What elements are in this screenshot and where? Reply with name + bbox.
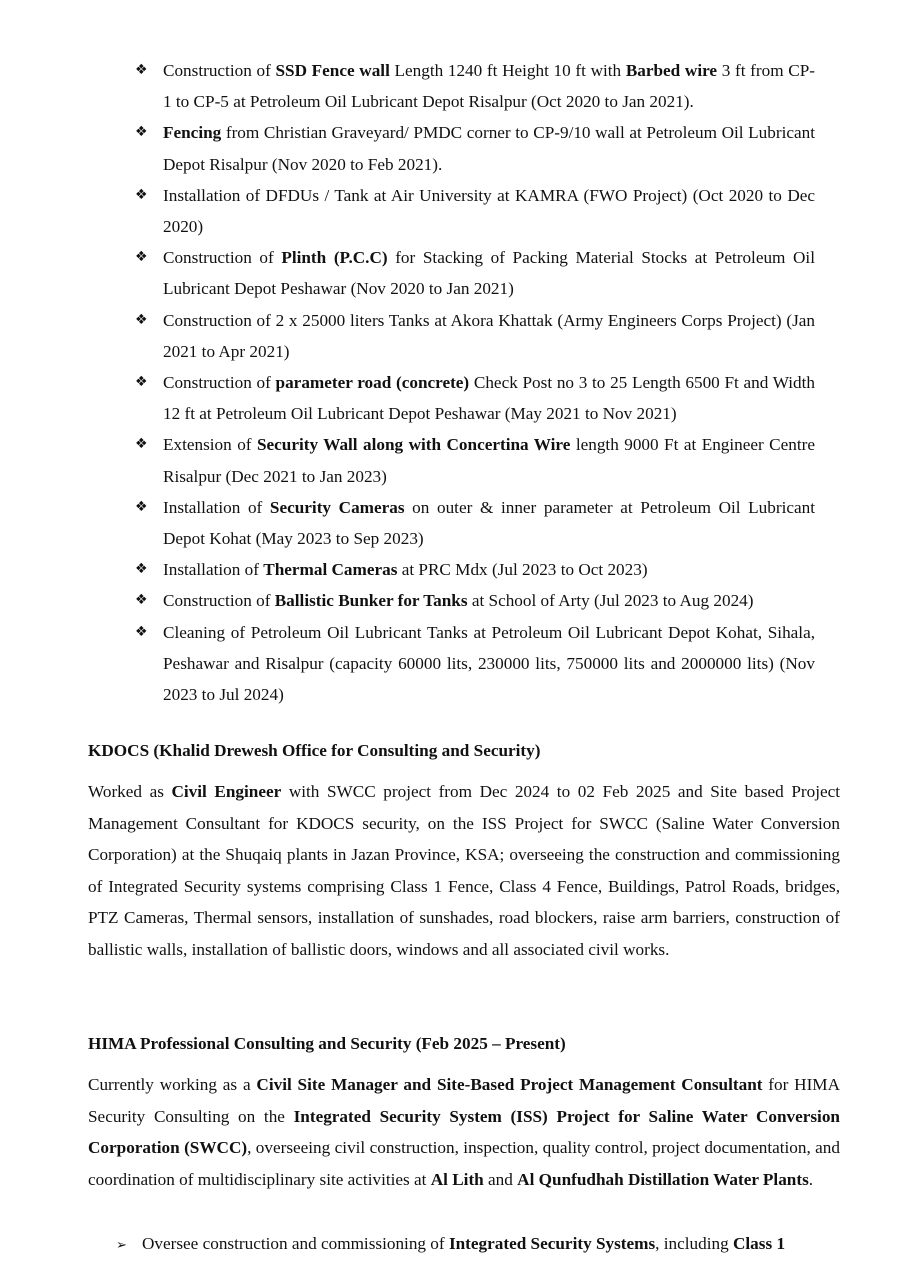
- project-bullet-item: [135, 617, 815, 711]
- project-bullet-item: [135, 429, 815, 491]
- arrow-item-text-run: , including: [655, 1234, 733, 1253]
- bullet-text-run: Thermal Cameras: [263, 560, 398, 580]
- project-bullet-item: [135, 492, 815, 554]
- bullet-text-run: Construction of: [163, 61, 276, 80]
- hima-heading: HIMA Professional Consulting and Security (Feb 2025 – Present): [88, 1034, 566, 1053]
- kdocs-text-run: Civil Engineer: [171, 782, 282, 801]
- diamond-bullet-icon: ❖: [135, 124, 148, 141]
- bullet-text-run: Ballistic Bunker for Tanks: [274, 591, 468, 611]
- diamond-bullet-icon: ❖: [135, 374, 148, 391]
- bullet-text-run: Security Cameras: [269, 497, 405, 517]
- hima-text-run: Integrated Security System (ISS) Project for Saline Water Conversion Corporation (SWCC): [88, 1106, 840, 1157]
- hima-responsibility-text: [142, 1234, 785, 1253]
- project-bullet-item: [135, 117, 815, 179]
- hima-text-run: and: [483, 1169, 518, 1189]
- bullet-text-run: at School of Arty (Jul 2023 to Aug 2024): [467, 591, 754, 611]
- hima-text-run: Al Lith: [430, 1169, 484, 1189]
- bullet-text-run: from Christian Graveyard/ PMDC corner to CP-9/10 wall at Petroleum Oil Lubricant Depot Risalpur (Nov 2020 to Feb 2021).: [163, 123, 815, 174]
- diamond-bullet-icon: ❖: [135, 62, 148, 78]
- arrow-item-text-run: Class 1: [732, 1234, 786, 1253]
- kdocs-paragraph: [88, 776, 840, 965]
- bullet-text-run: Construction of: [163, 248, 282, 268]
- project-bullet-item: [135, 180, 815, 242]
- bullet-text-run: for Stacking of Packing Material Stocks at Petroleum Oil Lubricant Depot Peshawar (Nov 2020 to Jan 2021): [163, 248, 815, 299]
- diamond-bullet-icon: ❖: [135, 311, 148, 328]
- bullet-text-run: parameter road (concrete): [275, 373, 470, 393]
- diamond-bullet-icon: ❖: [135, 436, 148, 453]
- diamond-bullet-icon: ❖: [135, 623, 148, 640]
- bullet-text-run: Construction of: [163, 591, 275, 611]
- diamond-bullet-icon: ❖: [135, 249, 148, 266]
- hima-text-run: Currently working as a: [88, 1075, 257, 1094]
- bullet-text-run: Extension of: [163, 435, 257, 455]
- bullet-text-run: Installation of DFDUs / Tank at Air University at KAMRA (FWO Project) (Oct 2020 to Dec 2020): [163, 185, 815, 237]
- diamond-bullet-icon: ❖: [135, 186, 148, 203]
- hima-text-run: , overseeing civil construction, inspection, quality control, project documentation, and coordination of multidisciplinary site activities at: [88, 1138, 840, 1189]
- bullet-text-run: length 9000 Ft at Engineer Centre Risalpur (Dec 2021 to Jan 2023): [163, 435, 815, 486]
- bullet-text-run: Check Post no 3 to 25 Length 6500 Ft and Width 12 ft at Petroleum Oil Lubricant Depot Peshawar (May 2021 to Nov 2021): [163, 373, 815, 424]
- diamond-bullet-icon: ❖: [135, 561, 148, 578]
- project-bullet-item: [135, 242, 815, 304]
- bullet-text-run: Installation of: [163, 497, 270, 517]
- arrow-bullet-icon: ➢: [116, 1238, 127, 1253]
- bullet-text-run: Installation of: [163, 560, 264, 580]
- bullet-text-run: Construction of 2 x 25000 liters Tanks at Akora Khattak (Army Engineers Corps Project) (Jan 2021 to Apr 2021): [163, 310, 815, 361]
- project-bullet-item: [135, 585, 815, 616]
- diamond-bullet-icon: ❖: [135, 592, 148, 609]
- kdocs-text-run: Worked as: [88, 782, 172, 801]
- kdocs-heading: KDOCS (Khalid Drewesh Office for Consulting and Security): [88, 741, 541, 760]
- project-bullet-item: [135, 367, 815, 429]
- bullet-text-run: 3 ft from CP-1 to CP-5 at Petroleum Oil Lubricant Depot Risalpur (Oct 2020 to Jan 2021).: [163, 61, 815, 112]
- hima-paragraph: [88, 1069, 840, 1195]
- arrow-item-text-run: Oversee construction and commissioning of: [142, 1234, 449, 1253]
- hima-text-run: Al Qunfudhah Distillation Water Plants: [517, 1169, 809, 1189]
- bullet-text-run: Length 1240 ft Height 10 ft with: [389, 61, 626, 80]
- project-bullet-item: [135, 305, 815, 367]
- diamond-bullet-icon: ❖: [135, 498, 148, 515]
- hima-text-run: for HIMA Security Consulting on the: [88, 1075, 841, 1126]
- bullet-text-run: Security Wall along with Concertina Wire: [256, 435, 571, 455]
- hima-text-run: Civil Site Manager and Site-Based Project Management Consultant: [256, 1075, 763, 1094]
- arrow-item-text-run: Integrated Security Systems: [448, 1234, 656, 1253]
- bullet-text-run: on outer & inner parameter at Petroleum Oil Lubricant Depot Kohat (May 2023 to Sep 2023): [163, 497, 815, 549]
- bullet-text-run: at PRC Mdx (Jul 2023 to Oct 2023): [397, 560, 648, 580]
- bullet-text-run: Barbed wire: [625, 61, 718, 80]
- bullet-text-run: Cleaning of Petroleum Oil Lubricant Tanks at Petroleum Oil Lubricant Depot Kohat, Sihala, Peshawar and Risalpur (capacity 60000 lits, 230000 lits, 750000 lits and 2000000 lits) (Nov 2023 to Jul 2024): [163, 622, 815, 705]
- bullet-text-run: Fencing: [163, 123, 222, 143]
- kdocs-text-run: with SWCC project from Dec 2024 to 02 Feb 2025 and Site based Project Management Consultant for KDOCS security, on the ISS Project for SWCC (Saline Water Conversion Corporation) at the Shuqaiq plants in Jazan Province, KSA; overseeing the construction and commissioning of Integrated Security systems comprising Class 1 Fence, Class 4 Fence, Buildings, Patrol Roads, bridges, PTZ Cameras, Thermal sensors, installation of sunshades, road blockers, raise arm barriers, construction of ballistic walls, installation of ballistic doors, windows and all associated civil works.: [88, 782, 841, 959]
- hima-responsibility-item: [116, 1228, 840, 1261]
- bullet-text-run: Construction of: [163, 373, 276, 393]
- hima-text-run: .: [808, 1169, 814, 1189]
- bullet-text-run: SSD Fence wall: [275, 61, 390, 80]
- project-bullet-item: [135, 554, 815, 585]
- bullet-text-run: Plinth (P.C.C): [281, 248, 388, 268]
- project-bullet-list: [135, 55, 815, 710]
- project-bullet-item: [135, 55, 815, 117]
